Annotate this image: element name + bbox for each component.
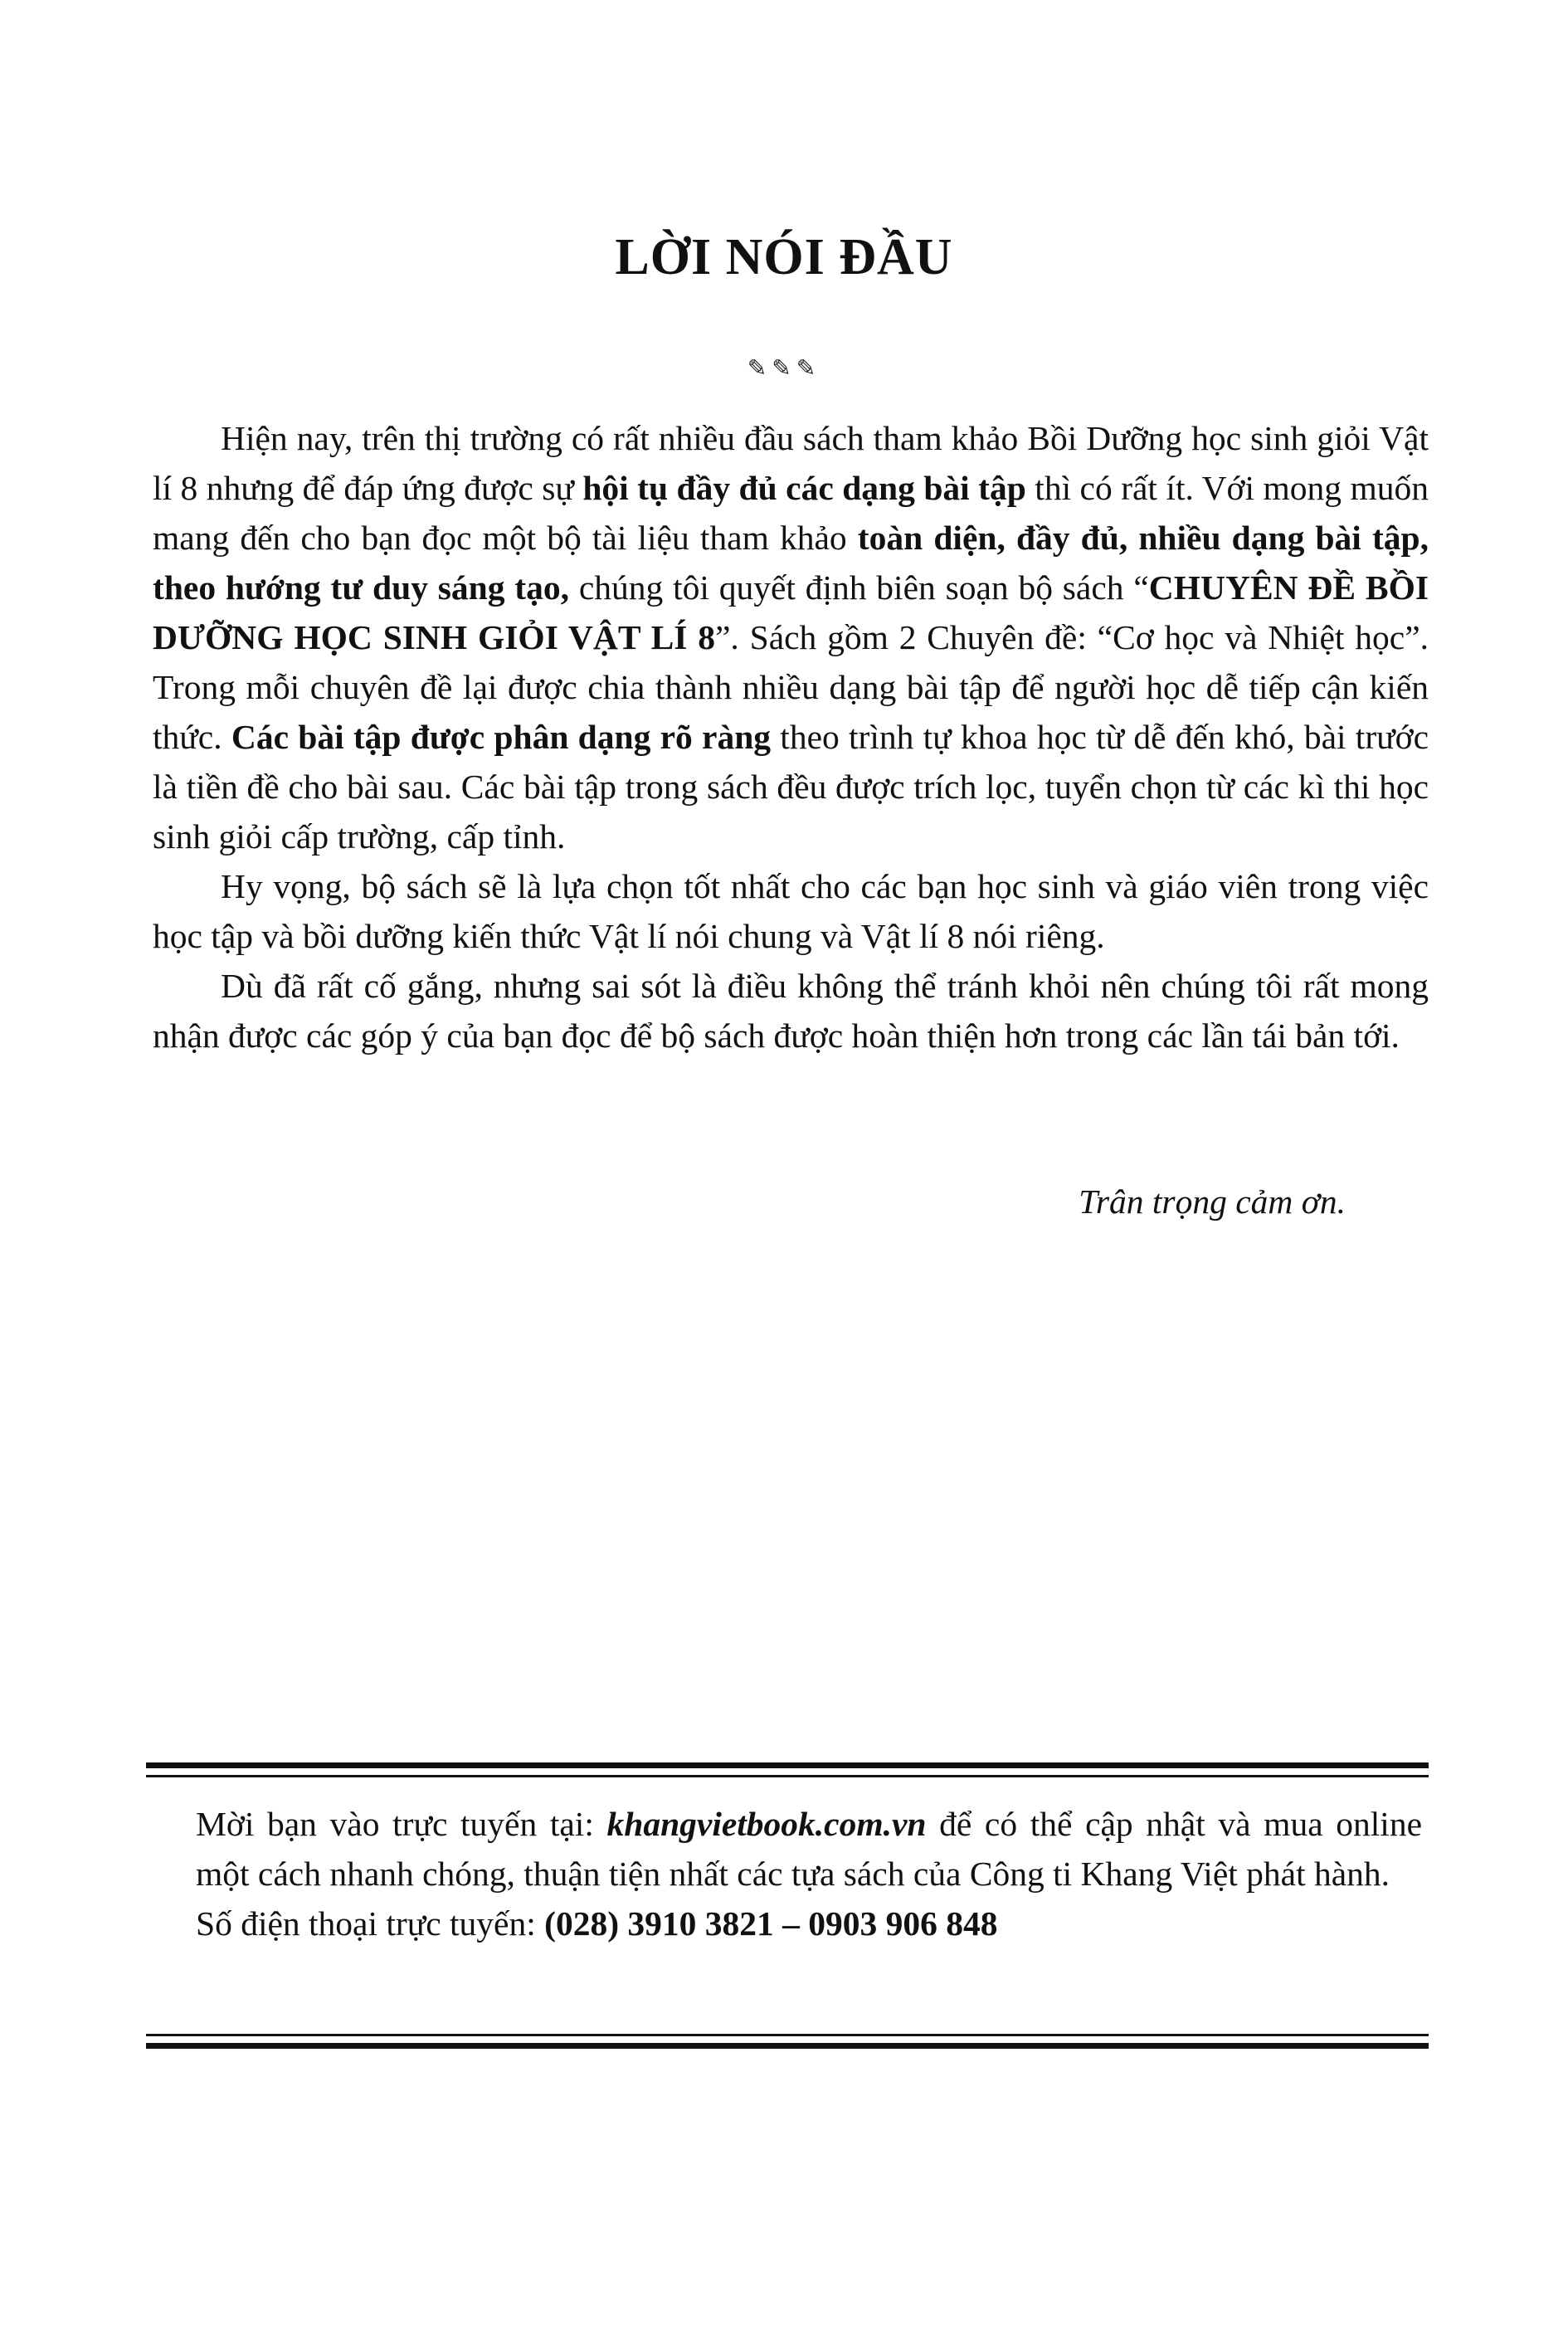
footer-top-rule-thick [146, 1762, 1429, 1768]
pencil-ornament-icon: ✎✎✎ [747, 356, 821, 382]
preface-body [153, 413, 1429, 1060]
footer-promo [196, 1799, 1422, 1948]
text-run: theo trình tự khoa học từ dễ đến khó, bài trước là tiền đề cho bài sau. Các bài tập trong sách đều được trích lọc, tuyển chọn từ các kì thi học sinh giỏi cấp trường, cấp tỉnh. [153, 718, 1429, 856]
website-link[interactable]: khangvietbook.com.vn [606, 1805, 927, 1843]
page-title: LỜI NÓI ĐẦU [615, 229, 953, 285]
footer-phone-line [196, 1899, 1422, 1948]
text-run: để có thể cập nhật và mua online một cách nhanh chóng, thuận tiện nhất các tựa sách của Công ti Khang Việt phát hành. [196, 1805, 1422, 1893]
text-run: Mời bạn vào trực tuyến tại: [196, 1805, 607, 1843]
text-run: thì có rất ít. Với mong muốn mang đến cho bạn đọc một bộ tài liệu tham khảo [153, 469, 1429, 557]
phone-label: Số điện thoại trực tuyến: [196, 1904, 545, 1943]
text-run: Hiện nay, trên thị trường có rất nhiều đầu sách tham khảo Bồi Dưỡng học sinh giỏi Vật lí 8 nhưng để đáp ứng được sự [153, 419, 1429, 507]
footer-bottom-rule-thick [146, 2043, 1429, 2049]
bold-run: Các bài tập được phân dạng rõ ràng [231, 718, 772, 756]
phone-numbers: (028) 3910 3821 – 0903 906 848 [544, 1904, 998, 1943]
text-run: chúng tôi quyết định biên soạn bộ sách “ [569, 568, 1149, 607]
footer-bottom-rule-thin [146, 2034, 1429, 2036]
bold-run: toàn diện, đầy đủ, nhiều dạng bài tập, theo hướng tư duy sáng tạo, [153, 519, 1429, 607]
paragraph-apology: Dù đã rất cố gắng, nhưng sai sót là điều không thể tránh khỏi nên chúng tôi rất mong nhận được các góp ý của bạn đọc để bộ sách được hoàn thiện hơn trong các lần tái bản tới. [153, 967, 1429, 1055]
sign-off: Trân trọng cảm ơn. [1079, 1182, 1346, 1221]
paragraph-hope: Hy vọng, bộ sách sẽ là lựa chọn tốt nhất cho các bạn học sinh và giáo viên trong việc học tập và bồi dưỡng kiến thức Vật lí nói chung và Vật lí 8 nói riêng. [153, 867, 1429, 955]
paragraph-intro [153, 413, 1429, 861]
bold-run: hội tụ đầy đủ các dạng bài tập [582, 469, 1026, 507]
footer-top-rule-thin [146, 1775, 1429, 1777]
footer-visit-text [196, 1799, 1422, 1899]
book-title: CHUYÊN ĐỀ BỒI DƯỠNG HỌC SINH GIỎI VẬT LÍ 8 [153, 568, 1429, 656]
text-run: ”. Sách gồm 2 Chuyên đề: “Cơ học và Nhiệt học”. Trong mỗi chuyên đề lại được chia thành nhiều dạng bài tập để người học dễ tiếp cận kiến thức. [153, 618, 1429, 756]
